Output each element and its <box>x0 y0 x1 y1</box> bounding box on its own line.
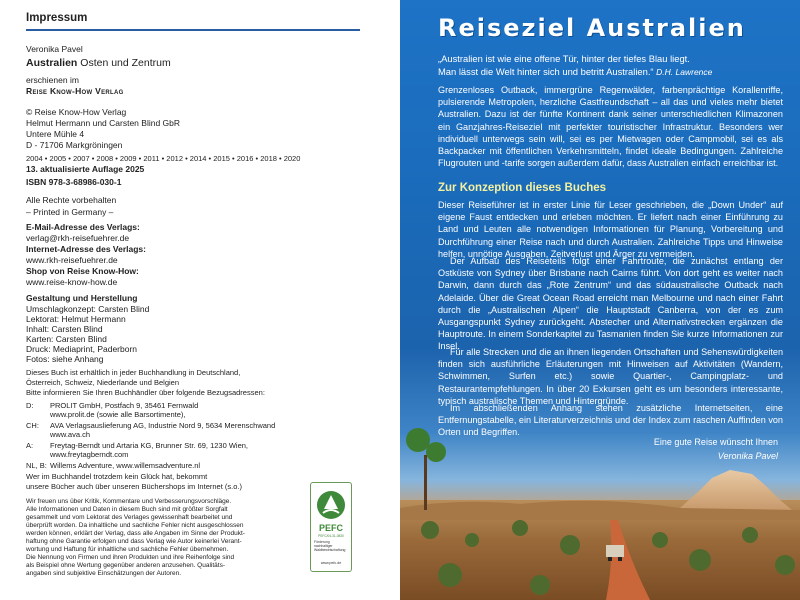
disclaimer-line: gesammelt und vom Lektorat des Verlages gewissenhaft bearbeitet und <box>26 514 233 521</box>
bookstore-line: unsere Bücher auch über unseren Büchershops im Internet (s.o.) <box>26 482 242 491</box>
availability-line: Dieses Buch ist erhältlich in jeder Buchhandlung in Deutschland, <box>26 368 241 377</box>
edition-years: 2004 • 2005 • 2007 • 2008 • 2009 • 2011 • 2012 • 2014 • 2015 • 2016 • 2018 • 2020 <box>26 154 301 163</box>
design-line: Karten: Carsten Blind <box>26 334 107 344</box>
quote-author: D.H. Lawrence <box>656 67 713 77</box>
distributor-link[interactable]: www.freytagberndt.com <box>50 450 129 459</box>
feature-quote <box>438 52 778 79</box>
distributor-line: Freytag-Berndt und Artaria KG, Brunner Str. 69, 1230 Wien, <box>50 441 249 450</box>
published-in: erschienen im <box>26 75 79 85</box>
disclaimer-line: Alle Informationen und Daten in diesem Buch sind mit größter Sorgfalt <box>26 506 228 513</box>
web-link[interactable]: www.rkh-reisefuehrer.de <box>26 255 118 265</box>
disclaimer-line: werden können, erklärt der Verlag, dass alle Angaben im Sinne der Produkt- <box>26 530 245 537</box>
section-subheading: Zur Konzeption dieses Buches <box>438 182 607 194</box>
design-line: Lektorat: Helmut Hermann <box>26 314 126 324</box>
current-edition: 13. aktualisierte Auflage 2025 <box>26 164 145 174</box>
email-link[interactable]: verlag@rkh-reisefuehrer.de <box>26 233 130 243</box>
web-label: Internet-Adresse des Verlags: <box>26 244 146 254</box>
disclaimer-line: Die Nennung von Firmen und ihren Produkten und ihre Reihenfolge sind <box>26 554 235 561</box>
closing-line: Eine gute Reise wünscht Ihnen <box>653 437 778 447</box>
book-title <box>26 57 171 69</box>
distributor-code: CH: <box>26 421 39 430</box>
disclaimer-line: haftung ohne Garantie erfolgen und dass Verlag wie Autor keinerlei Verant- <box>26 538 242 545</box>
body-paragraph: Für alle Strecken und die an ihnen liegenden Ortschaften und Sehenswürdigkeiten finden sich ausführliche Erläuterungen mit Hinweisen auf Aktivitäten (Wandern, Schwimmen, Surfen etc.) sowie Quartier-, Campingplatz- und Restaurantempfehlungen. In über 20 Exkursen geht es um besonders interessante, typisch australische Themen und Hintergründe. <box>438 347 783 406</box>
distributor-code: NL, B: <box>26 461 47 470</box>
body-paragraph: Im abschließenden Anhang stehen zusätzliche Internetseiten, eine Entfernungstabelle, ein Literaturverzeichnis und der Index zum raschen Auffinden von Orten und Begriffen. <box>438 403 783 438</box>
quote-line: „Australien ist wie eine offene Tür, hinter der tiefes Blau liegt. <box>438 53 690 64</box>
printed-in-germany: – Printed in Germany – <box>26 207 114 217</box>
pefc-url: www.pefc.de <box>320 561 342 565</box>
design-line: Druck: Mediaprint, Paderborn <box>26 344 138 354</box>
distributor-line: AVA Verlagsauslieferung AG, Industrie Nord 9, 5634 Merenschwand <box>50 421 276 430</box>
copyright: © Reise Know-How Verlag <box>26 107 127 117</box>
owners: Helmut Hermann und Carsten Blind GbR <box>26 118 181 128</box>
pefc-name: PEFC <box>318 523 343 533</box>
design-line: Umschlagkonzept: Carsten Blind <box>26 304 150 314</box>
body-paragraph: Der Aufbau des Reiseteils folgt einer Fahrtroute, die zunächst entlang der Ostküste von Sydney über Brisbane nach Cairns führt. Von dort geht es weiter nach Darwin, dann durch das „Rote Zentrum“ und das südaustralische Outback nach Adelaide. Über die Great Ocean Road erreicht man Melbourne und nach einer Fahrt durch die „Australischen Alpen“ die Hauptstadt Canberra, von der es zum Ausgangspunkt Sydney zurückgeht. Abstecher und Alternativstrecken ergänzen die Hauptroute. In einem Sonderkapitel zu Tasmanien finden Sie kurze Informationen zur Insel. <box>438 256 783 352</box>
author-name: Veronika Pavel <box>26 44 83 54</box>
design-label: Gestaltung und Herstellung <box>26 293 138 303</box>
distributor-code: A: <box>26 441 34 450</box>
shop-link[interactable]: www.reise-know-how.de <box>26 277 118 287</box>
book-title-sub: Osten und Zentrum <box>77 57 171 69</box>
email-label: E-Mail-Adresse des Verlags: <box>26 222 140 232</box>
disclaimer-line: wortung und Haftung für inhaltliche und sachliche Fehler übernehmen. <box>26 546 229 553</box>
design-line: Inhalt: Carsten Blind <box>26 324 103 334</box>
publisher-name: Reise Know-How Verlag <box>26 86 124 96</box>
feature-title: Reiseziel Australien <box>438 14 746 42</box>
distributor-link[interactable]: www.prolit.de (sowie alle Barsortimente), <box>50 410 186 419</box>
pefc-text: Förderung nachhaltiger Waldbewirtschaftung <box>314 540 346 553</box>
pefc-code: PEFC/04-31-0830 <box>318 534 344 538</box>
street: Untere Mühle 4 <box>26 129 85 139</box>
intro-paragraph: Grenzenloses Outback, immergrüne Regenwälder, farbenprächtige Korallenriffe, pulsierende Metropolen, herzliche Gastfreundschaft – all das und vieles mehr bietet Australien. Dazu ist der fünfte Kontinent dank seiner unterschiedlichen Klimazonen ein Ganzjahres-Reiseziel mit perfekter touristischer Infrastruktur. Besonders wer individuell unterwegs sein will, sei es per Mietwagen oder Campmobil, sei es als Backpacker mit öffentlichen Verkehrsmitteln, findet ideale Bedingungen. Zahlreiche Flugrouten und -tarife sorgen außerdem dafür, dass Australien einfach erreichbar ist. <box>438 85 783 169</box>
pefc-tree-icon <box>311 487 351 527</box>
availability-line: Österreich, Schweiz, Niederlande und Belgien <box>26 378 179 387</box>
availability-line: Bitte informieren Sie Ihren Buchhändler über folgende Bezugsadressen: <box>26 388 265 397</box>
impressum-title: Impressum <box>26 12 88 24</box>
distributor-line[interactable]: Willems Adventure, www.willemsadventure.nl <box>50 461 201 470</box>
isbn: ISBN 978-3-68986-030-1 <box>26 177 122 187</box>
title-divider <box>26 29 360 31</box>
bookstore-line: Wer im Buchhandel trotzdem kein Glück hat, bekommt <box>26 472 208 481</box>
disclaimer-line: als Beispiel ohne Wertung gegenüber anderen anzusehen. Qualitäts- <box>26 562 225 569</box>
disclaimer-line: angaben sind subjektive Einschätzungen der Autoren. <box>26 570 182 577</box>
distributor-code: D: <box>26 401 34 410</box>
signature: Veronika Pavel <box>717 451 778 461</box>
city: D - 71706 Markgröningen <box>26 140 123 150</box>
distributor-line: PROLIT GmbH, Postfach 9, 35461 Fernwald <box>50 401 199 410</box>
body-paragraph: Dieser Reiseführer ist in erster Linie für Leser geschrieben, die „Down Under“ auf eigene Faust entdecken und erleben möchten. Er liefert nach einer Einführung zu Land und Leuten alle notwendigen Informationen für Planung, Vorbereitung und Durchführung einer Reise nach und durch Australien. Zahlreiche Tipps und Hinweise helfen, unnötige Ausgaben, Zeitverlust und Ärger zu vermeiden. <box>438 200 783 259</box>
shop-label: Shop von Reise Know-How: <box>26 266 139 276</box>
feature-page <box>400 0 800 600</box>
pefc-logo <box>310 482 352 572</box>
quote-line-with-author <box>438 65 778 79</box>
design-line: Fotos: siehe Anhang <box>26 354 104 364</box>
rights-reserved: Alle Rechte vorbehalten <box>26 195 117 205</box>
book-title-main: Australien <box>26 57 78 69</box>
disclaimer-line: Wir freuen uns über Kritik, Kommentare und Verbesserungsvorschläge. <box>26 498 232 505</box>
quote-line: Man lässt die Welt hinter sich und betritt Australien.“ <box>438 66 654 77</box>
distributor-link[interactable]: www.ava.ch <box>50 430 91 439</box>
disclaimer-line: überprüft worden. Da inhaltliche und sachliche Fehler nicht ausgeschlossen <box>26 522 244 529</box>
